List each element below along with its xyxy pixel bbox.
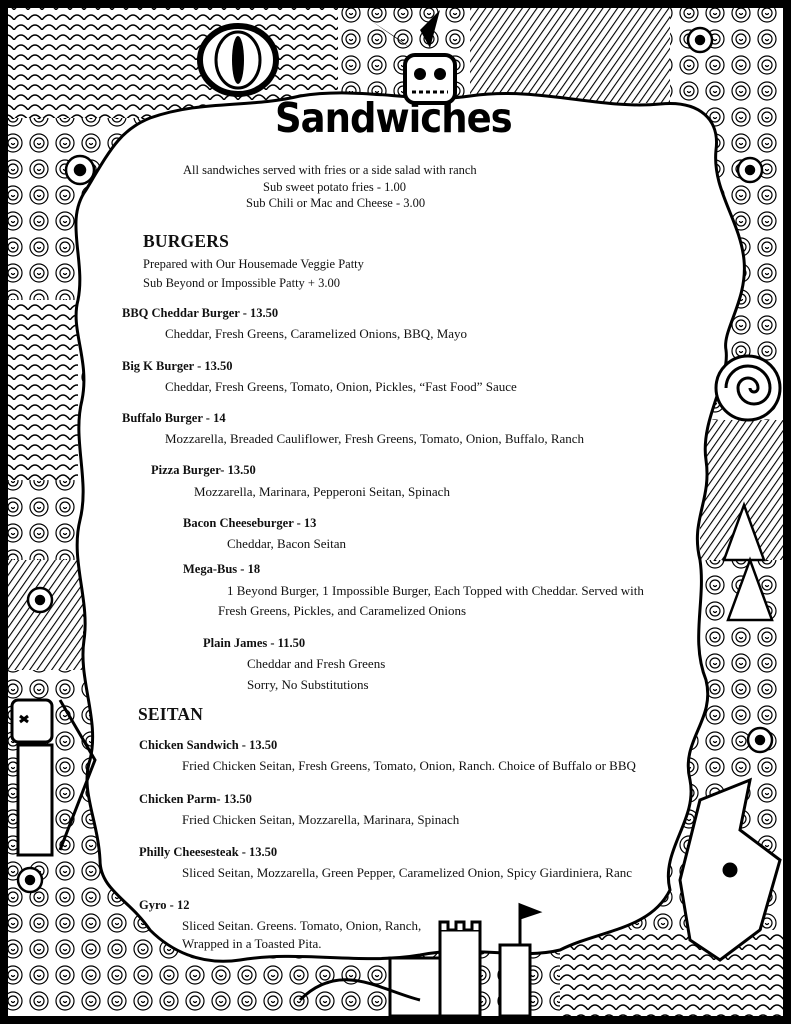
menu-item-name: Philly Cheesesteak - 13.50: [139, 845, 278, 859]
intro-line: Sub sweet potato fries - 1.00: [263, 180, 407, 194]
menu-item-name: Mega-Bus - 18: [183, 562, 261, 576]
menu-item-description: Fried Chicken Seitan, Fresh Greens, Tomato, Onion, Ranch. Choice of Buffalo or BBQ: [182, 758, 636, 773]
menu-item-description: Sliced Seitan, Mozzarella, Green Pepper, Caramelized Onion, Spicy Giardiniera, Ranc: [182, 865, 632, 880]
menu-item-name: Gyro - 12: [139, 898, 190, 912]
menu-title: Sandwiches: [275, 94, 512, 142]
menu-item-description: Cheddar, Fresh Greens, Caramelized Onions, BBQ, Mayo: [165, 326, 468, 341]
dragon-eye-icon: [200, 26, 276, 94]
menu-item-name: Chicken Sandwich - 13.50: [139, 738, 278, 752]
menu-item-name: Pizza Burger- 13.50: [151, 463, 256, 477]
section-note: Prepared with Our Housemade Veggie Patty: [143, 257, 364, 271]
menu-item-description: Sorry, No Substitutions: [247, 677, 369, 692]
menu-item-description: 1 Beyond Burger, 1 Impossible Burger, Each Topped with Cheddar. Served with: [227, 583, 644, 598]
menu-item-description: Sliced Seitan. Greens. Tomato, Onion, Ranch,: [182, 918, 422, 933]
menu-item-description: Mozzarella, Breaded Cauliflower, Fresh Greens, Tomato, Onion, Buffalo, Ranch: [165, 431, 585, 446]
menu-item-description: Wrapped in a Toasted Pita.: [182, 936, 322, 951]
menu-item-name: Plain James - 11.50: [203, 636, 306, 650]
spiral-shell-icon: [716, 356, 780, 420]
section-heading-burgers: BURGERS: [143, 231, 230, 251]
content-panel: [76, 93, 745, 961]
section-heading-seitan: SEITAN: [138, 704, 204, 724]
menu-item-description: Mozzarella, Marinara, Pepperoni Seitan, Spinach: [194, 484, 450, 499]
menu-item-description: Cheddar, Fresh Greens, Tomato, Onion, Pickles, “Fast Food” Sauce: [165, 379, 517, 394]
menu-item-description: Fried Chicken Seitan, Mozzarella, Marinara, Spinach: [182, 812, 460, 827]
intro-line: All sandwiches served with fries or a side salad with ranch: [183, 163, 477, 177]
menu-item-description: Fresh Greens, Pickles, and Caramelized Onions: [218, 603, 467, 618]
menu-item-name: Chicken Parm- 13.50: [139, 792, 252, 806]
menu-item-name: Bacon Cheeseburger - 13: [183, 516, 317, 530]
section-note: Sub Beyond or Impossible Patty + 3.00: [143, 276, 340, 290]
menu-item-name: Buffalo Burger - 14: [122, 411, 226, 425]
menu-item-description: Cheddar and Fresh Greens: [247, 656, 386, 671]
menu-item-name: BBQ Cheddar Burger - 13.50: [122, 306, 279, 320]
menu-item-name: Big K Burger - 13.50: [122, 359, 233, 373]
menu-item-description: Cheddar, Bacon Seitan: [227, 536, 346, 551]
intro-line: Sub Chili or Mac and Cheese - 3.00: [246, 196, 426, 210]
